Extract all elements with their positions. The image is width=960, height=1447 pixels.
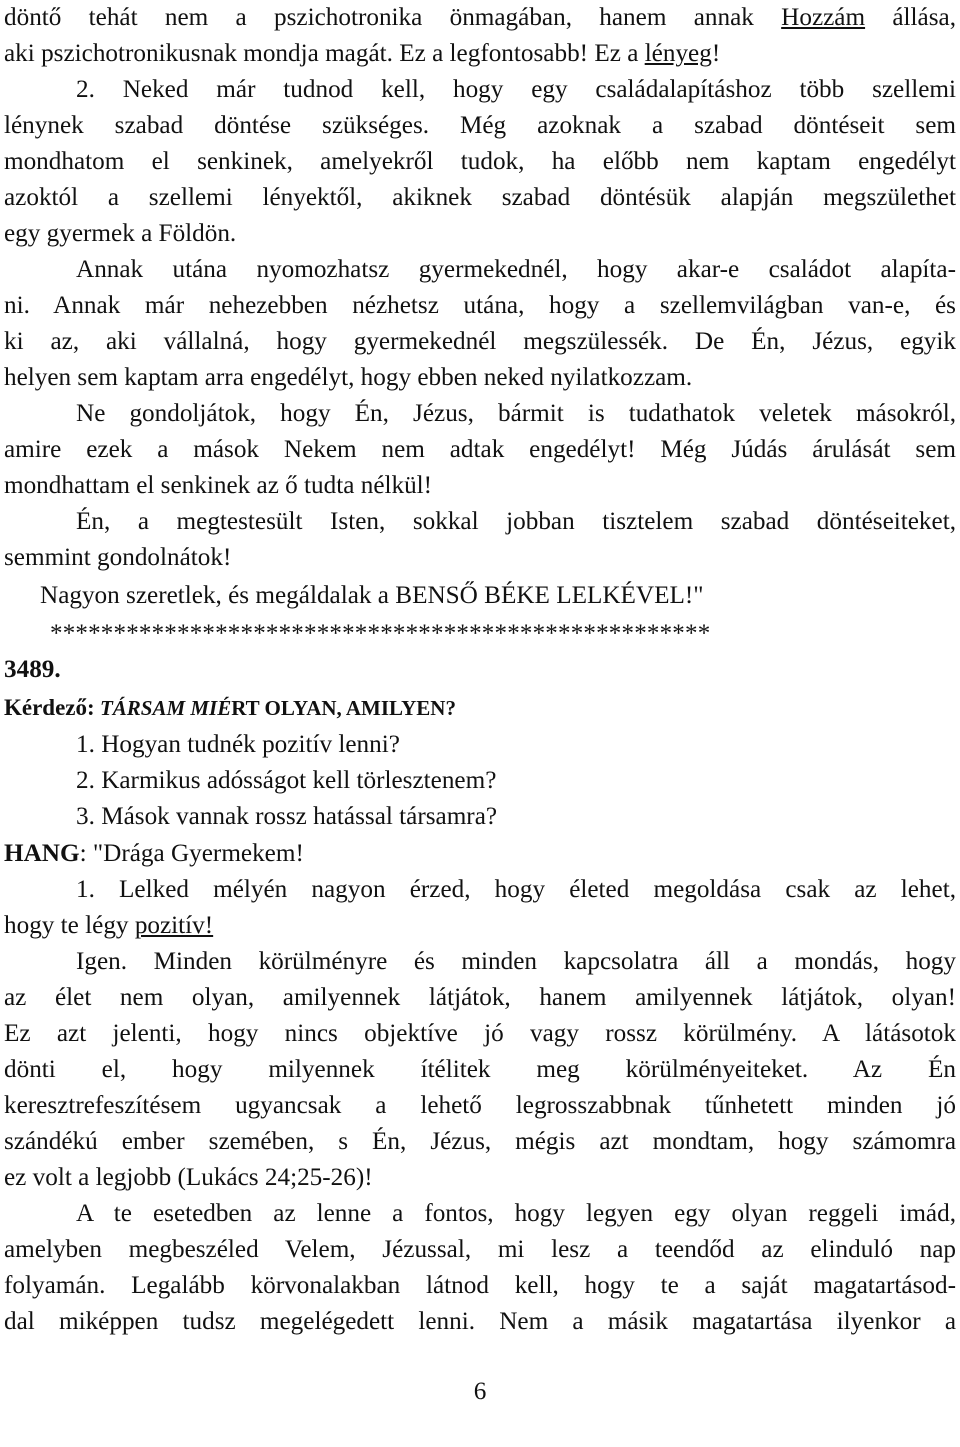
text-line: A te esetedben az lenne a fontos, hogy legyen egy olyan reggeli imád, xyxy=(76,1200,956,1227)
text-line: ni. Annak már nehezebben nézhetsz utána, hogy a szellemvilágban van-e, és xyxy=(4,292,956,319)
text-span: állása, xyxy=(865,4,957,31)
text-span: ! xyxy=(711,40,721,67)
text-line: szándékú ember szemében, s Én, Jézus, mégis azt mondtam, hogy számomra xyxy=(4,1128,956,1155)
text-line: amelyben megbeszéled Velem, Jézussal, mi lesz a teendőd az elinduló nap xyxy=(4,1236,956,1263)
text-line: 1. Lelked mélyén nagyon érzed, hogy életed megoldása csak az lehet, xyxy=(76,876,956,903)
question-item: 1. Hogyan tudnék pozitív lenni? xyxy=(76,731,400,758)
text-line: Ez azt jelenti, hogy nincs objektíve jó vagy rossz körülmény. A látásotok xyxy=(4,1020,956,1047)
text-line: mondhatom el senkinek, amelyekről tudok, ha előbb nem kaptam engedélyt xyxy=(4,148,956,175)
question-item: 2. Karmikus adósságot kell törlesztenem? xyxy=(76,767,497,794)
text-line: mondhattam el senkinek az ő tudta nélkül! xyxy=(4,472,433,499)
text-line: Ne gondoljátok, hogy Én, Jézus, bármit is tudathatok veletek másokról, xyxy=(76,400,956,427)
text-span: aki pszichotronikusnak mondja magát. Ez a legfontosabb! Ez a xyxy=(4,40,645,67)
text-line: ez volt a legjobb (Lukács 24;25-26)! xyxy=(4,1164,373,1191)
questioner-label: Kérdező: xyxy=(4,695,95,720)
text-line: keresztrefeszítésem ugyancsak a lehető legrosszabbnak tűnhetett minden jó xyxy=(4,1092,956,1119)
question-title-italic: TÁRSAM MIÉ xyxy=(94,696,232,720)
text-line: semmint gondolnátok! xyxy=(4,544,232,571)
text-line: Igen. Minden körülményre és minden kapcsolatra áll a mondás, hogy xyxy=(76,948,956,975)
text-line: dönti el, hogy milyennek ítélitek meg körülményeiteket. Az Én xyxy=(4,1056,956,1083)
text-line: 2. Neked már tudnod kell, hogy egy családalapításhoz több szellemi xyxy=(76,76,956,103)
text-line: Annak utána nyomozhatsz gyermekednél, hogy akar-e családot alapíta- xyxy=(76,256,956,283)
page-number: 6 xyxy=(473,1378,487,1405)
hang-label: HANG xyxy=(4,840,80,867)
separator-stars: **************************************************** xyxy=(50,620,711,647)
answer-heading xyxy=(4,836,956,872)
text-span: hogy te légy xyxy=(4,912,135,939)
text-line: folyamán. Legalább körvonalakban látnod kell, hogy te a saját magatartásod- xyxy=(4,1272,956,1299)
question-heading xyxy=(4,690,956,726)
closing-line: Nagyon szeretlek, és megáldalak a BENSŐ BÉKE LELKÉVEL!" xyxy=(40,582,704,609)
text-line xyxy=(4,0,956,36)
greeting: : "Drága Gyermekem! xyxy=(79,840,304,867)
text-line: azoktól a szellemi lényektől, akiknek szabad döntésük alapján megszülethet xyxy=(4,184,956,211)
text-line: ki az, aki vállalná, hogy gyermekednél megszülessék. De Én, Jézus, egyik xyxy=(4,328,956,355)
text-line: Én, a megtestesült Isten, sokkal jobban tisztelem szabad döntéseiteket, xyxy=(76,508,956,535)
text-line xyxy=(4,908,956,944)
text-line: lénynek szabad döntése szükséges. Még azoknak a szabad döntéseit sem xyxy=(4,112,956,139)
underlined-word: pozitív! xyxy=(134,912,214,939)
text-line: dal miképpen tudsz megelégedett lenni. Nem a másik magatartása ilyenkor a xyxy=(4,1308,956,1335)
text-line: egy gyermek a Földön. xyxy=(4,220,237,247)
text-line: az élet nem olyan, amilyennek látjátok, hanem amilyennek látjátok, olyan! xyxy=(4,984,956,1011)
text-line: helyen sem kaptam arra engedélyt, hogy ebben neked nyilatkozzam. xyxy=(4,364,693,391)
underlined-word: Hozzám xyxy=(781,4,866,31)
question-title: RT OLYAN, AMILYEN? xyxy=(231,696,456,720)
question-item: 3. Mások vannak rossz hatással társamra? xyxy=(76,803,498,830)
message-number: 3489. xyxy=(4,656,61,683)
text-line: amire ezek a mások Nekem nem adtak engedélyt! Még Júdás árulását sem xyxy=(4,436,956,463)
underlined-word: lényeg xyxy=(644,40,712,67)
text-line xyxy=(4,36,956,72)
text-span: döntő tehát nem a pszichotronika önmagában, hanem annak xyxy=(4,4,782,31)
